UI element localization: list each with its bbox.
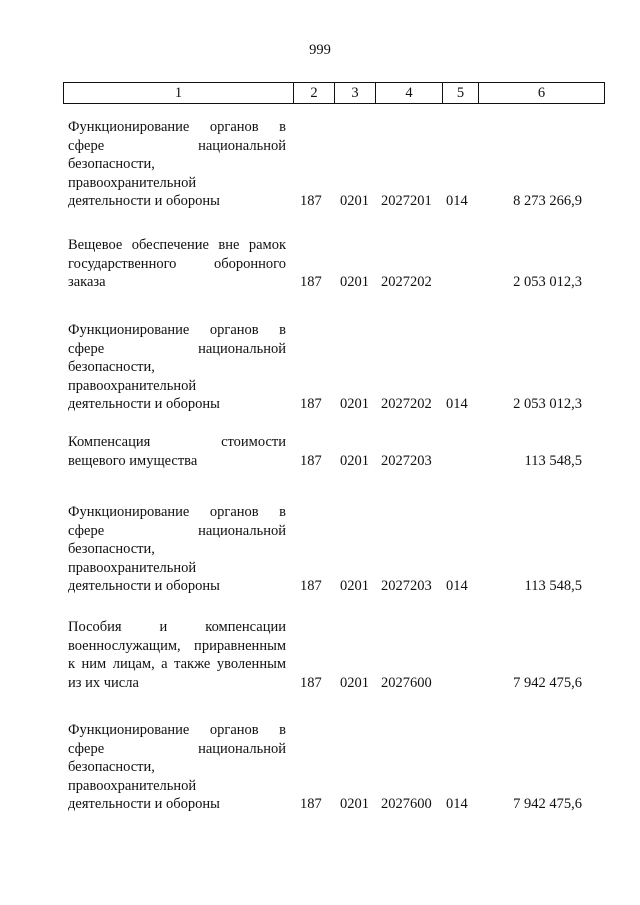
code-column-2: 187 (300, 274, 322, 290)
row-description (68, 321, 286, 414)
row-description (68, 721, 286, 814)
section-code: 0201 (340, 396, 369, 412)
target-article-code: 2027203 (381, 452, 432, 469)
row-description (68, 503, 286, 596)
description-line: сфере национальной (68, 740, 286, 757)
expense-type-code: 014 (446, 193, 468, 209)
column-header-4: 4 (376, 83, 443, 104)
row-description (68, 433, 286, 470)
description-line: правоохранительной (68, 559, 197, 576)
section-code: 0201 (340, 578, 369, 594)
description-line: военнослужащим, приравненным (68, 637, 286, 654)
description-line: к ним лицам, а также уволенным (68, 656, 286, 672)
section-code: 0201 (340, 452, 369, 469)
code-column-2: 187 (300, 796, 322, 812)
description-line: вещевого имущества (68, 452, 198, 469)
description-line: Функционирование органов в (68, 504, 286, 520)
description-line: правоохранительной (68, 777, 197, 794)
amount: 2 053 012,3 (513, 274, 582, 290)
description-line: правоохранительной (68, 174, 197, 191)
section-code: 0201 (340, 796, 369, 812)
description-line: Пособия и компенсации (68, 619, 286, 635)
row-description (68, 118, 286, 211)
section-code: 0201 (340, 193, 369, 209)
target-article-code: 2027203 (381, 578, 432, 594)
target-article-code: 2027201 (381, 193, 432, 209)
description-line: Компенсация стоимости (68, 434, 286, 450)
column-header-6: 6 (479, 83, 605, 104)
description-line: сфере национальной (68, 340, 286, 357)
description-line: Функционирование органов в (68, 722, 286, 738)
description-line: безопасности, (68, 359, 155, 375)
section-code: 0201 (340, 274, 369, 290)
page-number: 999 (309, 42, 331, 58)
description-line: деятельности и обороны (68, 193, 220, 209)
amount: 8 273 266,9 (513, 193, 582, 209)
code-column-2: 187 (300, 193, 322, 209)
description-line: безопасности, (68, 156, 155, 172)
description-line: правоохранительной (68, 377, 197, 394)
description-line: заказа (68, 274, 106, 290)
column-header-3: 3 (335, 83, 376, 104)
row-description (68, 236, 286, 292)
description-line: деятельности и обороны (68, 396, 220, 412)
column-header-5: 5 (443, 83, 479, 104)
amount: 2 053 012,3 (513, 396, 582, 412)
code-column-2: 187 (300, 452, 322, 469)
description-line: деятельности и обороны (68, 578, 220, 594)
target-article-code: 2027600 (381, 796, 432, 812)
description-line: Функционирование органов в (68, 322, 286, 338)
column-header-table (63, 82, 605, 104)
row-description (68, 618, 286, 692)
description-line: безопасности, (68, 541, 155, 557)
expense-type-code: 014 (446, 578, 468, 594)
expense-type-code: 014 (446, 796, 468, 812)
description-line: деятельности и обороны (68, 796, 220, 812)
target-article-code: 2027202 (381, 396, 432, 412)
column-header-row (64, 83, 605, 104)
column-header-2: 2 (294, 83, 335, 104)
section-code: 0201 (340, 674, 369, 691)
description-line: сфере национальной (68, 522, 286, 539)
column-header-1: 1 (64, 83, 294, 104)
amount: 7 942 475,6 (513, 796, 582, 812)
code-column-2: 187 (300, 578, 322, 594)
description-line: сфере национальной (68, 137, 286, 154)
code-column-2: 187 (300, 396, 322, 412)
description-line: государственного оборонного (68, 255, 286, 272)
target-article-code: 2027600 (381, 674, 432, 691)
description-line: Функционирование органов в (68, 119, 286, 135)
amount: 113 548,5 (524, 578, 582, 594)
amount: 7 942 475,6 (513, 674, 582, 691)
description-line: Вещевое обеспечение вне рамок (68, 237, 286, 253)
description-line: безопасности, (68, 759, 155, 775)
target-article-code: 2027202 (381, 274, 432, 290)
amount: 113 548,5 (524, 452, 582, 469)
expense-type-code: 014 (446, 396, 468, 412)
code-column-2: 187 (300, 674, 322, 691)
description-line: из их числа (68, 674, 139, 691)
